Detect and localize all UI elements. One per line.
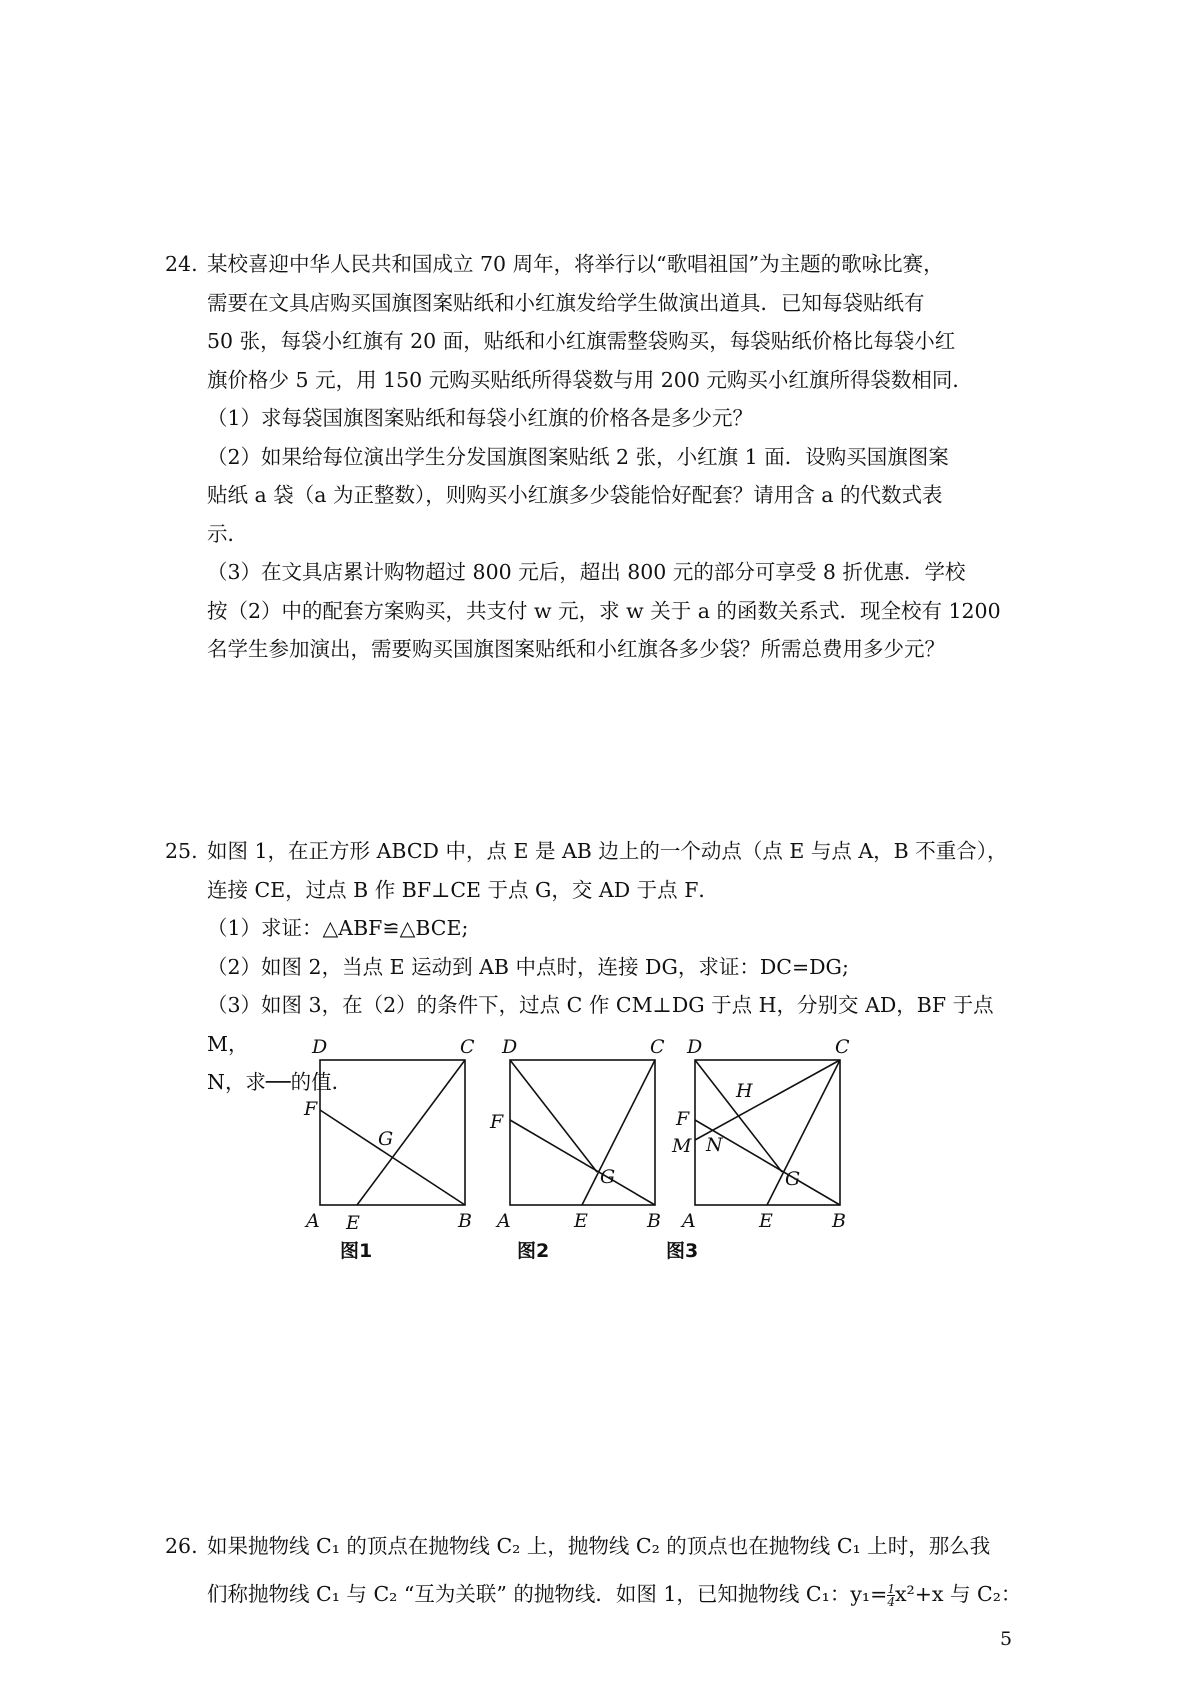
question-2: （2）如图 2，当点 E 运动到 AB 中点时，连接 DG，求证：DC=DG; bbox=[207, 954, 849, 979]
fraction-denominator: 4 bbox=[887, 1595, 895, 1609]
text-segment: x²+x 与 C₂： bbox=[894, 1582, 1022, 1606]
text-line-with-formula bbox=[207, 1570, 1027, 1618]
geometry-figures bbox=[300, 1035, 920, 1270]
fig3-line-fb bbox=[695, 1120, 840, 1205]
fraction bbox=[887, 1583, 895, 1608]
fig2-line-fb bbox=[510, 1120, 655, 1205]
fig3-label-d: D bbox=[687, 1036, 703, 1058]
fig3-label-h: H bbox=[736, 1080, 753, 1102]
fig3-label-a: A bbox=[682, 1210, 696, 1232]
fig3-label-b: B bbox=[832, 1210, 846, 1232]
fig2-label-d: D bbox=[502, 1036, 518, 1058]
question-2-line: （2）如果给每位演出学生分发国旗图案贴纸 2 张，小红旗 1 面．设购买国旗图案 bbox=[207, 444, 949, 469]
text-line: 连接 CE，过点 B 作 BF⊥CE 于点 G，交 AD 于点 F． bbox=[207, 877, 719, 902]
fig3-label-e: E bbox=[759, 1210, 773, 1232]
text-segment: 们称抛物线 C₁ 与 C₂ “互为关联” 的抛物线．如图 1，已知抛物线 C₁：y₁= bbox=[207, 1582, 888, 1606]
question-2-line: 贴纸 a 袋（a 为正整数），则购买小红旗多少袋能恰好配套？请用含 a 的代数式表 bbox=[207, 483, 943, 507]
question-1: （1）求每袋国旗图案贴纸和每袋小红旗的价格各是多少元？ bbox=[207, 406, 754, 430]
fig1-label-e: E bbox=[346, 1212, 360, 1234]
fig2-label-g: G bbox=[600, 1166, 616, 1188]
fig3-label-f: F bbox=[676, 1108, 690, 1130]
fig3-label-g: G bbox=[785, 1168, 801, 1190]
fig2-label-a: A bbox=[497, 1210, 511, 1232]
problem-26 bbox=[165, 1522, 1027, 1618]
fig2-label-e: E bbox=[574, 1210, 588, 1232]
text-line: 某校喜迎中华人民共和国成立 70 周年，将举行以“歌唱祖国”为主题的歌咏比赛， bbox=[207, 252, 944, 276]
question-1: （1）求证：△ABF≌△BCE; bbox=[207, 916, 469, 940]
question-3-line: N，求──的值． bbox=[207, 1070, 353, 1094]
question-2-line: 示． bbox=[207, 521, 248, 546]
page-number: 5 bbox=[1000, 1628, 1013, 1650]
problem-number: 26. bbox=[165, 1534, 198, 1558]
fig1-label-b: B bbox=[458, 1210, 472, 1232]
fig1-line-ce bbox=[357, 1060, 465, 1205]
problem-number: 25. bbox=[165, 839, 198, 863]
fig3-line-cm bbox=[695, 1060, 840, 1140]
fig1-label-d: D bbox=[312, 1036, 328, 1058]
fig2-caption: 图2 bbox=[517, 1240, 550, 1262]
fig3-label-m: M bbox=[672, 1135, 692, 1157]
question-3-line: （3）在文具店累计购物超过 800 元后，超出 800 元的部分可享受 8 折优惠．学校 bbox=[207, 560, 966, 584]
fig3-caption: 图3 bbox=[666, 1240, 699, 1262]
text-line: 旗价格少 5 元，用 150 元购买贴纸所得袋数与用 200 元购买小红旗所得袋数相同． bbox=[207, 367, 973, 392]
fig3-label-n: N bbox=[706, 1134, 723, 1156]
problem-number: 24. bbox=[165, 252, 198, 276]
text-line: 需要在文具店购买国旗图案贴纸和小红旗发给学生做演出道具．已知每袋贴纸有 bbox=[207, 290, 925, 315]
fig1-label-g: G bbox=[378, 1128, 394, 1150]
fig2-label-f: F bbox=[490, 1111, 504, 1133]
fig1-label-f: F bbox=[304, 1098, 318, 1120]
fig3-label-c: C bbox=[835, 1036, 850, 1058]
text-line: 如果抛物线 C₁ 的顶点在抛物线 C₂ 上，抛物线 C₂ 的顶点也在抛物线 C₁ 上时，那么我 bbox=[207, 1534, 991, 1558]
text-line: 50 张，每袋小红旗有 20 面，贴纸和小红旗需整袋购买，每袋贴纸价格比每袋小红 bbox=[207, 329, 956, 353]
problem-24 bbox=[165, 245, 1027, 669]
question-3-line: 名学生参加演出，需要购买国旗图案贴纸和小红旗各多少袋？所需总费用多少元？ bbox=[207, 637, 945, 661]
question-3-line: 按（2）中的配套方案购买，共支付 w 元，求 w 关于 a 的函数关系式．现全校有 1200 bbox=[207, 598, 1001, 623]
fig2-label-c: C bbox=[650, 1036, 665, 1058]
fig1-label-c: C bbox=[460, 1036, 475, 1058]
fraction-numerator: 1 bbox=[887, 1582, 895, 1596]
text-line: 如图 1，在正方形 ABCD 中，点 E 是 AB 边上的一个动点（点 E 与点 A，B 不重合）， bbox=[207, 839, 1008, 863]
fig1-caption: 图1 bbox=[340, 1240, 373, 1262]
question-3-line: （3）如图 3，在（2）的条件下，过点 C 作 CM⊥DG 于点 H，分别交 AD，BF 于点 M， bbox=[207, 993, 994, 1056]
fig2-line-dg bbox=[510, 1060, 597, 1172]
fig2-label-b: B bbox=[647, 1210, 661, 1232]
fig1-label-a: A bbox=[306, 1210, 320, 1232]
